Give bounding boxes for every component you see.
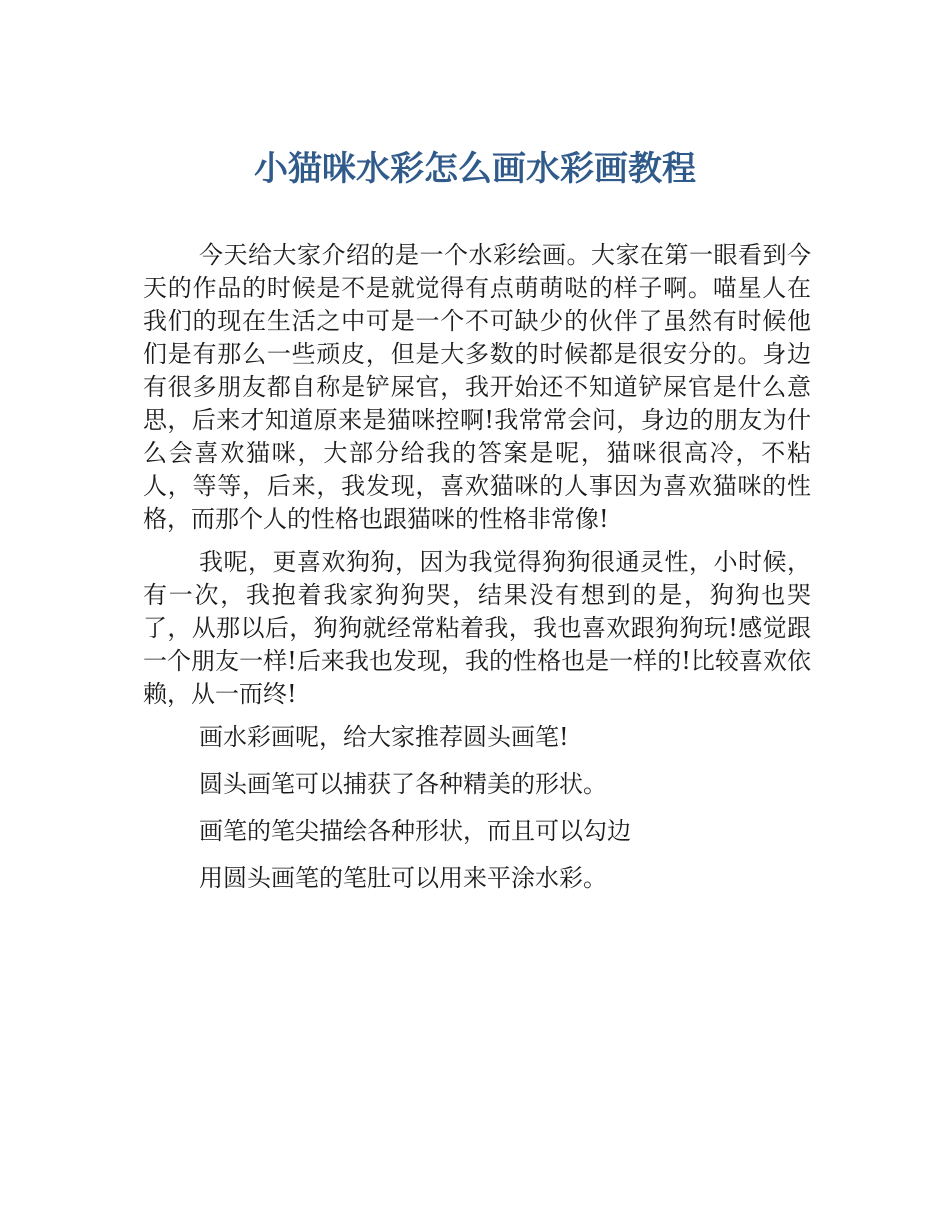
paragraph-brush-recommend: 画水彩画呢，给大家推荐圆头画笔!: [199, 723, 569, 751]
paragraph-intro: 今天给大家介绍的是一个水彩绘画。大家在第一眼看到今天的作品的时候是不是就觉得有点萌萌哒的样子啊。喵星人在我们的现在生活之中可是一个不可缺少的伙伴了虽然有时候他们是有那么一些顽皮，但是大多数的时候都是很安分的。身边有很多朋友都自称是铲屎官，我开始还不知道铲屎官是什么意思，后来才知道原来是猫咪控啊!我常常会问，身边的朋友为什么会喜欢猫咪，大部分给我的答案是呢，猫咪很高冷，不粘人，等等，后来，我发现，喜欢猫咪的人事因为喜欢猫咪的性格，而那个人的性格也跟猫咪的性格非常像!: [143, 241, 811, 533]
paragraph-brush-belly: 用圆头画笔的笔肚可以用来平涂水彩。: [199, 864, 607, 892]
paragraph-dogs: 我呢，更喜欢狗狗，因为我觉得狗狗很通灵性，小时候，有一次，我抱着我家狗狗哭，结果没有想到的是，狗狗也哭了，从那以后，狗狗就经常粘着我，我也喜欢跟狗狗玩!感觉跟一个朋友一样!后来我也发现，我的性格也是一样的!比较喜欢依赖，从一而终!: [143, 548, 811, 708]
paragraph-brush-tip: 画笔的笔尖描绘各种形状，而且可以勾边: [199, 817, 631, 845]
document-body: [143, 239, 811, 909]
document-title: 小猫咪水彩怎么画水彩画教程: [254, 149, 696, 189]
paragraph-brush-shapes: 圆头画笔可以捕获了各种精美的形状。: [199, 770, 607, 798]
